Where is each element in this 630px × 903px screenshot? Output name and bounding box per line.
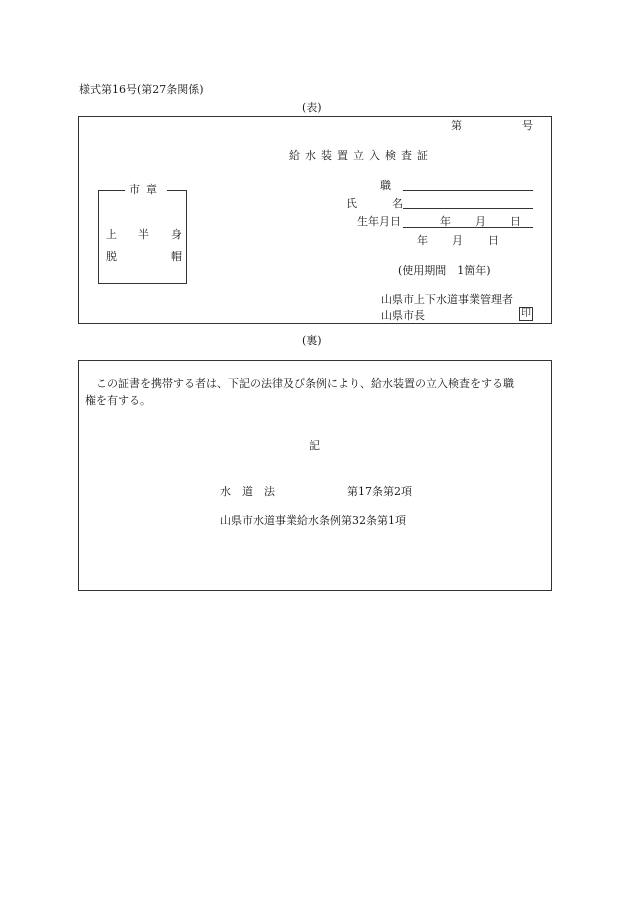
seal-stamp: 印: [521, 308, 531, 319]
photo-note-body: 身: [171, 228, 182, 241]
job-title-line: [403, 190, 533, 191]
photo-note-remove: 脱: [106, 250, 117, 263]
certificate-number-suffix: 号: [522, 119, 533, 132]
photo-note-hat: 帽: [171, 250, 182, 263]
name-label-second: 名: [392, 197, 403, 210]
birth-date-label: 生年月日: [357, 215, 401, 228]
law-1-article: 第17条第2項: [347, 485, 412, 498]
issuer-waterworks-manager: 山県市上下水道事業管理者: [381, 293, 513, 306]
law-1-name: 水 道 法: [220, 485, 275, 498]
name-label-first: 氏: [346, 197, 357, 210]
form-number-label: 様式第16号(第27条関係): [79, 83, 204, 96]
birth-day-label: 日: [510, 215, 521, 228]
city-emblem-caption: 市章: [125, 184, 167, 195]
photo-note-half: 半: [138, 228, 149, 241]
law-2-ordinance: 山県市水道事業給水条例第32条第1項: [220, 514, 406, 527]
back-side-label: (裏): [302, 334, 322, 347]
issue-year-label: 年: [417, 234, 428, 247]
back-body-line-1: この証書を携帯する者は、下記の法律及び条例により、給水装置の立入検査をする職: [96, 377, 514, 390]
name-line: [403, 208, 533, 209]
front-side-label: (表): [302, 101, 322, 114]
issue-month-label: 月: [452, 234, 463, 247]
note-heading: 記: [309, 439, 320, 452]
issuer-mayor: 山県市長: [381, 309, 425, 322]
birth-month-label: 月: [475, 215, 486, 228]
back-body-line-2: 権を有する。: [85, 394, 151, 407]
certificate-title: 給水装置立入検査証: [289, 149, 433, 162]
validity-period: (使用期間 1箇年): [398, 264, 491, 277]
birth-year-label: 年: [440, 215, 451, 228]
photo-note-upper: 上: [106, 228, 117, 241]
job-title-label: 職: [380, 179, 391, 192]
birth-date-line: [403, 227, 533, 228]
issue-day-label: 日: [488, 234, 499, 247]
certificate-number-prefix: 第: [451, 119, 462, 132]
